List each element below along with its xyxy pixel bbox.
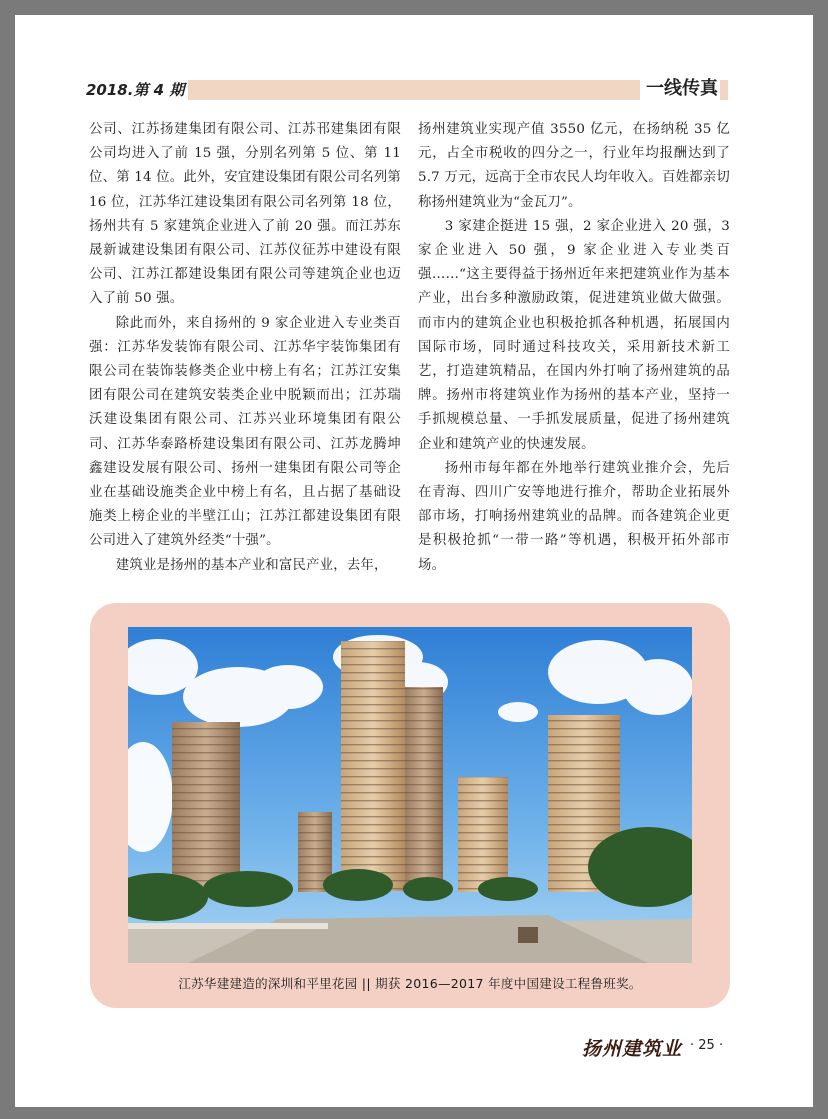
photo-caption: 江苏华建建造的深圳和平里花园 || 期获 2016—2017 年度中国建设工程鲁班奖。 bbox=[178, 976, 642, 991]
photo-frame bbox=[90, 603, 730, 1008]
section-title: 一线传真 bbox=[640, 78, 720, 100]
right-column bbox=[418, 118, 730, 578]
building-photo bbox=[128, 627, 692, 963]
magazine-logo: 扬州建筑业 bbox=[582, 1038, 683, 1060]
paragraph: 扬州建筑业实现产值 3550 亿元，在扬纳税 35 亿元，占全市税收的四分之一，行业年均报酬达到了 5.7 万元，远高于全市农民人均年收入。百姓都亲切称扬州建筑业为“金瓦刀”。 bbox=[418, 122, 730, 210]
header-bar bbox=[86, 80, 728, 100]
left-column bbox=[89, 118, 401, 578]
paragraph: 扬州市每年都在外地举行建筑业推介会，先后在青海、四川广安等地进行推介，帮助企业拓展外部市场，打响扬州建筑业的品牌。而各建筑企业更是积极抢抓“一带一路”等机遇，积极开拓外部市场。 bbox=[418, 460, 730, 573]
issue-label: 2018.第 4 期 bbox=[86, 80, 188, 100]
building-illustration bbox=[128, 627, 692, 963]
page-number: · 25 · bbox=[690, 1038, 724, 1053]
paragraph: 除此而外，来自扬州的 9 家企业进入专业类百强：江苏华发装饰有限公司、江苏华宇装饰集团有限公司在装饰装修类企业中榜上有名；江苏江安集团有限公司在建筑安装类企业中脱颖而出；江苏瑞沃建设集团有限公司、江苏兴业环境集团有限公司、江苏华泰路桥建设集团有限公司、江苏龙腾坤鑫建设发展有限公司、扬州一建集团有限公司等企业在基础设施类企业中榜上有名，且占据了基础设施类上榜企业的半壁江山；江苏江都建设集团有限公司进入了建筑外经类“十强”。 bbox=[89, 315, 401, 549]
paragraph: 建筑业是扬州的基本产业和富民产业，去年， bbox=[115, 557, 388, 573]
paragraph: 公司、江苏扬建集团有限公司、江苏邗建集团有限公司均进入了前 15 强，分别名列第 5 位、第 11 位、第 14 位。此外，安宜建设集团有限公司名列第 16 位，江苏华江建设集团有限公司名列第 18 位，扬州共有 5 家建筑企业进入了前 20 强。而江苏东晟新诚建设集团有限公司、江苏仪征苏中建设有限公司、江苏江都建设集团有限公司等建筑企业也迈入了前 50 强。 bbox=[89, 122, 401, 307]
paragraph: 3 家建企挺进 15 强，2 家企业进入 20 强，3 家企业进入 50 强，9 家企业进入专业类百强……“这主要得益于扬州近年来把建筑业作为基本产业，出台多种激励政策，促进建筑业做大做强。而市内的建筑企业也积极抢抓各种机遇，拓展国内国际市场，同时通过科技攻关，采用新技术新工艺，打造建筑精品，在国内外打响了扬州建筑的品牌。扬州市将建筑业作为扬州的基本产业，坚持一手抓规模总量、一手抓发展质量，促进了扬州建筑企业和建筑产业的快速发展。 bbox=[418, 218, 730, 452]
